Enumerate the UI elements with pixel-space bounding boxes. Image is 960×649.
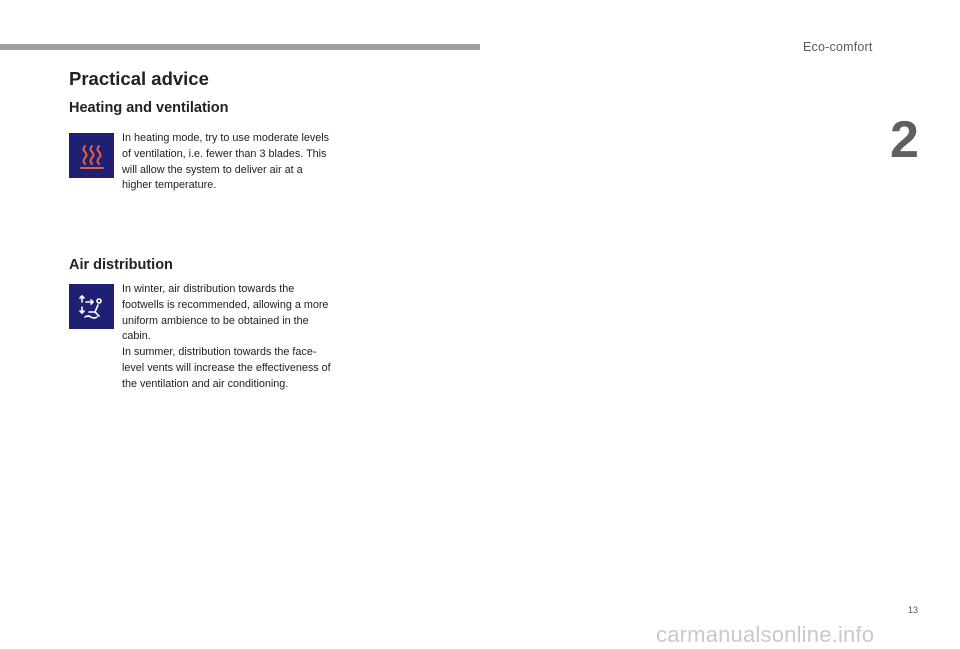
heated-air-icon [69, 133, 114, 178]
heating-paragraph: In heating mode, try to use moderate levels of ventilation, i.e. fewer than 3 blades. This will allow the system to deliver air at a higher temperature. [122, 132, 330, 192]
chapter-number: 2 [890, 111, 919, 169]
header-rule [0, 44, 480, 50]
page-title: Practical advice [69, 68, 209, 89]
air-distribution-text [122, 282, 332, 393]
heating-text [122, 131, 332, 194]
air-distribution-icon [69, 284, 114, 329]
heading-heating-ventilation: Heating and ventilation [69, 100, 229, 116]
section-label: Eco-comfort [803, 40, 873, 54]
watermark-text[interactable]: carmanualsonline.info [656, 622, 875, 647]
summer-paragraph: In summer, distribution towards the face-level vents will increase the effectiveness of the ventilation and air conditioning. [122, 346, 331, 390]
heading-air-distribution: Air distribution [69, 257, 173, 273]
page-number: 13 [908, 605, 919, 615]
winter-paragraph: In winter, air distribution towards the footwells is recommended, allowing a more uniform ambience to be obtained in the cabin. [122, 283, 329, 343]
